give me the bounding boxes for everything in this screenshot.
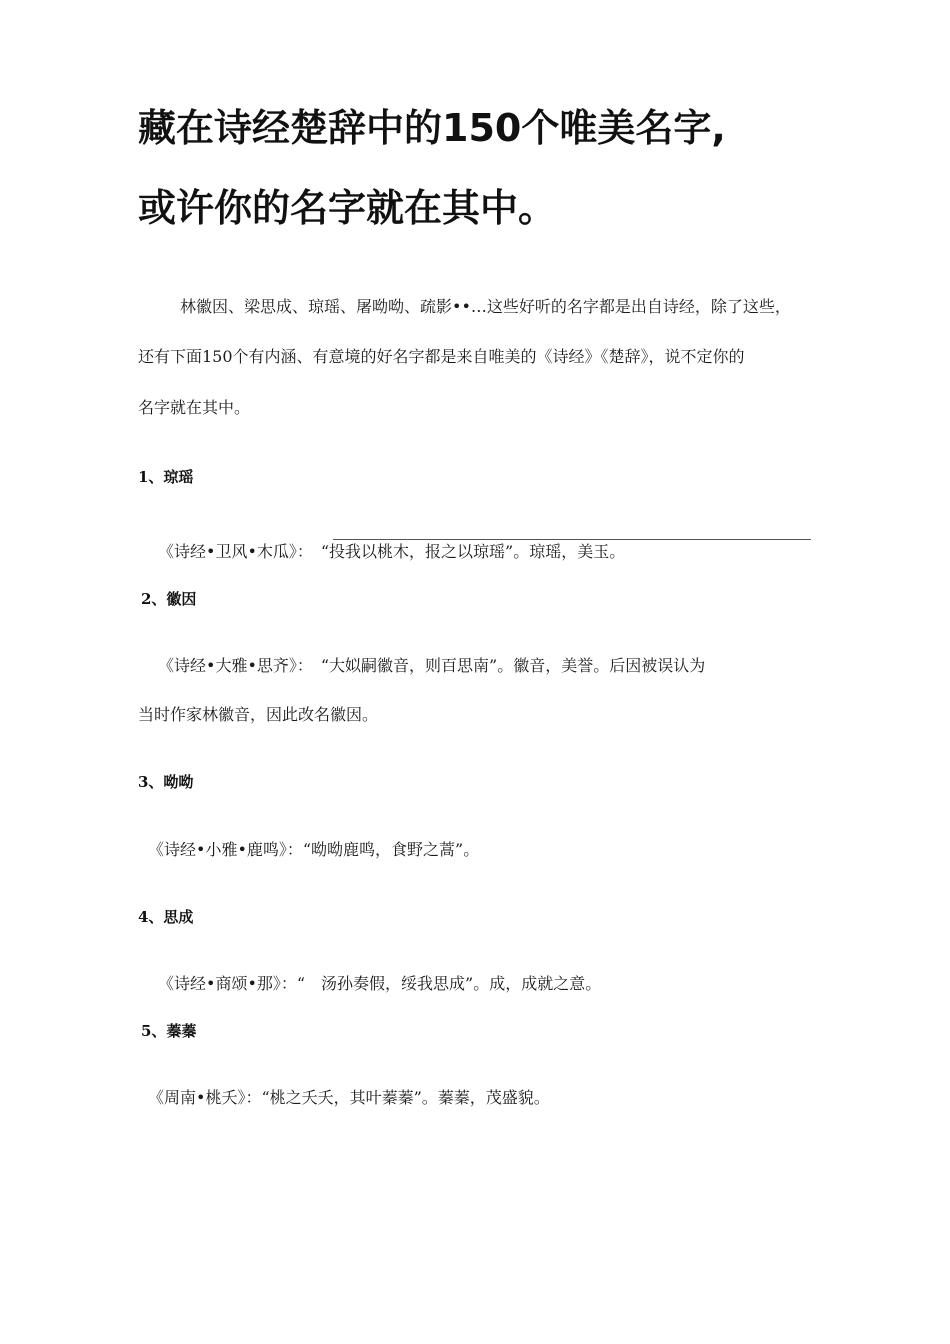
entry-text-3: 《诗经•小雅•鹿鸣》：“呦呦鹿鸣，食野之蒿”。	[148, 840, 480, 859]
title-line-2: 或许你的名字就在其中。	[138, 186, 557, 230]
title-line-1: 藏在诗经楚辞中的150个唯美名字,	[138, 106, 726, 150]
intro-line-1: 林徽因、梁思成、琼瑶、屠呦呦、疏影••…这些好听的名字都是出自诗经，除了这些，	[180, 297, 791, 316]
entry-heading-5: 5、蓁蓁	[141, 1022, 197, 1040]
entry-heading-1: 1、琼瑶	[138, 468, 194, 486]
divider-line	[333, 539, 811, 540]
intro-line-2: 还有下面150个有内涵、有意境的好名字都是来自唯美的《诗经》《楚辞》，说不定你的	[138, 347, 745, 366]
entry-text-1: 《诗经•卫风•木瓜》： “投我以桃木，报之以琼瑶”。琼瑶，美玉。	[158, 542, 626, 561]
entry-heading-2: 2、徽因	[141, 590, 197, 608]
intro-line-3: 名字就在其中。	[138, 398, 251, 417]
entry-text-2: 《诗经•大雅•思齐》： “大姒嗣徽音，则百思南”。徽音，美誉。后因被误认为	[158, 656, 706, 675]
entry-text-2-continued: 当时作家林徽音，因此改名徽因。	[138, 705, 379, 724]
entry-text-5: 《周南•桃夭》：“桃之夭夭，其叶蓁蓁”。蓁蓁，茂盛貌。	[148, 1088, 550, 1107]
entry-heading-3: 3、呦呦	[138, 773, 194, 791]
entry-heading-4: 4、思成	[138, 908, 194, 926]
entry-text-4: 《诗经•商颂•那》：“ 汤孙奏假，绥我思成”。成，成就之意。	[158, 974, 602, 993]
